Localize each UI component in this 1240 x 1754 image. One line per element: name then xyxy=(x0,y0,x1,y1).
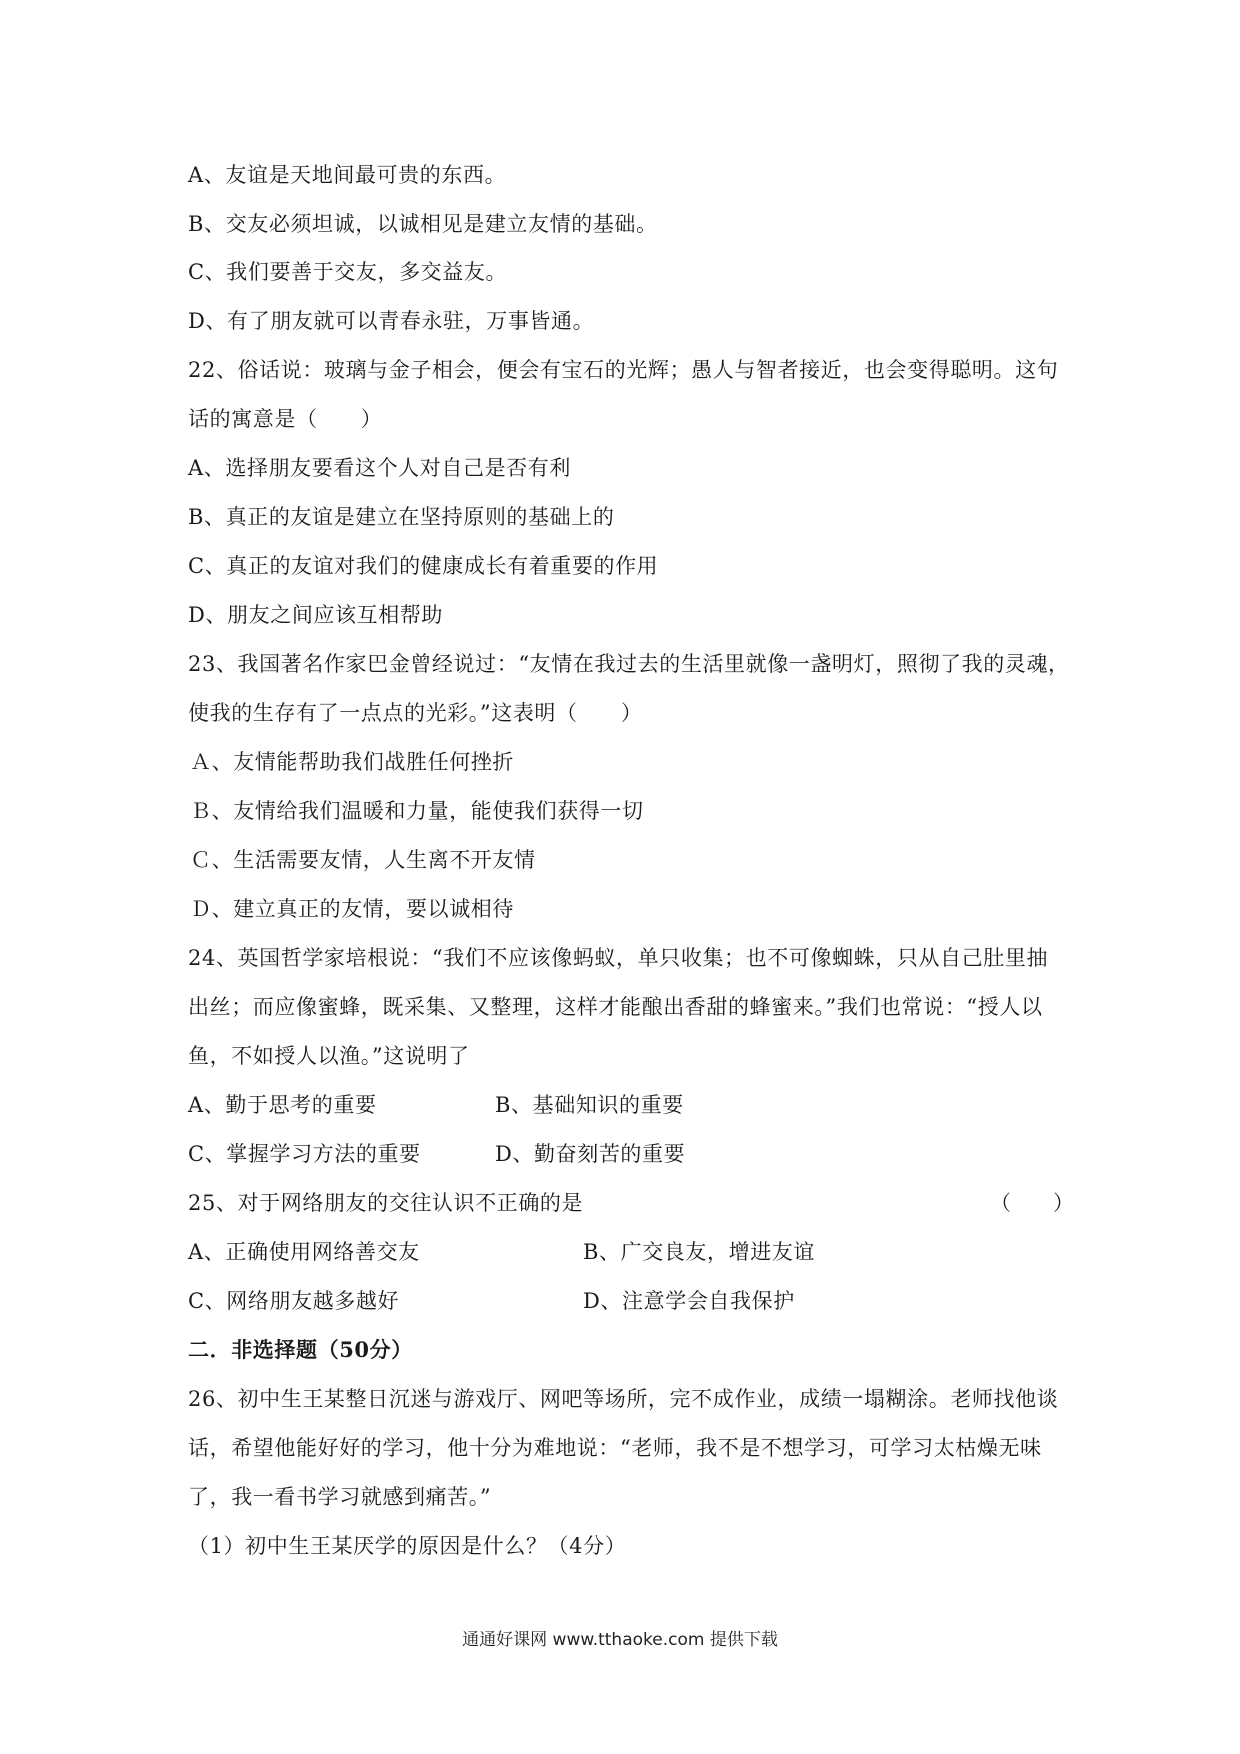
q24-option-c: C、掌握学习方法的重要 xyxy=(188,1142,421,1166)
footer-credit: 通通好课网 www.tthaoke.com 提供下载 xyxy=(462,1630,778,1650)
q24-stem-line2: 出丝；而应像蜜蜂，既采集、又整理，这样才能酿出香甜的蜂蜜来。”我们也常说：“授人以 xyxy=(188,995,1043,1019)
q22-option-a: A、选择朋友要看这个人对自己是否有利 xyxy=(188,456,571,480)
q23-stem-line1: 23、我国著名作家巴金曾经说过：“友情在我过去的生活里就像一盏明灯，照彻了我的灵魂， xyxy=(188,652,1070,676)
q25-option-d: D、注意学会自我保护 xyxy=(583,1289,795,1313)
q26-subquestion-1: （1）初中生王某厌学的原因是什么？（4分） xyxy=(188,1534,627,1558)
q23-option-b: Ｂ、友情给我们温暖和力量，能使我们获得一切 xyxy=(190,799,644,823)
q22-option-b: B、真正的友谊是建立在坚持原则的基础上的 xyxy=(188,505,615,529)
q25-stem: 25、对于网络朋友的交往认识不正确的是 xyxy=(188,1191,584,1215)
q26-line3: 了，我一看书学习就感到痛苦。” xyxy=(188,1485,492,1509)
q26-line1: 26、初中生王某整日沉迷与游戏厅、网吧等场所，完不成作业，成绩一塌糊涂。老师找他谈 xyxy=(188,1387,1059,1411)
q21-option-b: B、交友必须坦诚，以诚相见是建立友情的基础。 xyxy=(188,212,658,236)
q24-stem-line3: 鱼，不如授人以渔。”这说明了 xyxy=(188,1044,470,1068)
q21-option-a: A、友谊是天地间最可贵的东西。 xyxy=(188,163,507,187)
q22-stem-line1: 22、俗话说：玻璃与金子相会，便会有宝石的光辉；愚人与智者接近，也会变得聪明。这句 xyxy=(188,358,1059,382)
q22-option-c: C、真正的友谊对我们的健康成长有着重要的作用 xyxy=(188,554,659,578)
q22-option-d: D、朋友之间应该互相帮助 xyxy=(188,603,444,627)
q23-option-d: Ｄ、建立真正的友情，要以诚相待 xyxy=(190,897,514,921)
section-heading: 二．非选择题（50分） xyxy=(188,1337,413,1362)
q25-option-c: C、网络朋友越多越好 xyxy=(188,1289,400,1313)
q25-option-b: B、广交良友，增进友谊 xyxy=(583,1240,816,1264)
q26-line2: 话，希望他能好好的学习，他十分为难地说：“老师，我不是不想学习，可学习太枯燥无味 xyxy=(188,1436,1042,1460)
q23-option-c: Ｃ、生活需要友情，人生离不开友情 xyxy=(190,848,536,872)
q21-option-c: C、我们要善于交友，多交益友。 xyxy=(188,260,508,284)
q25-answer-paren: （ ） xyxy=(990,1191,1074,1215)
q24-option-b: B、基础知识的重要 xyxy=(495,1093,684,1117)
q21-option-d: D、有了朋友就可以青春永驻，万事皆通。 xyxy=(188,309,595,333)
q24-option-d: D、勤奋刻苦的重要 xyxy=(495,1142,686,1166)
q24-option-a: A、勤于思考的重要 xyxy=(188,1093,377,1117)
q22-stem-line2: 话的寓意是（ ） xyxy=(188,407,383,431)
q25-option-a: A、正确使用网络善交友 xyxy=(188,1240,420,1264)
q24-stem-line1: 24、英国哲学家培根说：“我们不应该像蚂蚁，单只收集；也不可像蜘蛛，只从自己肚里抽 xyxy=(188,946,1049,970)
q23-stem-line2: 使我的生存有了一点点的光彩。”这表明（ ） xyxy=(188,701,643,725)
q23-option-a: Ａ、友情能帮助我们战胜任何挫折 xyxy=(190,750,514,774)
